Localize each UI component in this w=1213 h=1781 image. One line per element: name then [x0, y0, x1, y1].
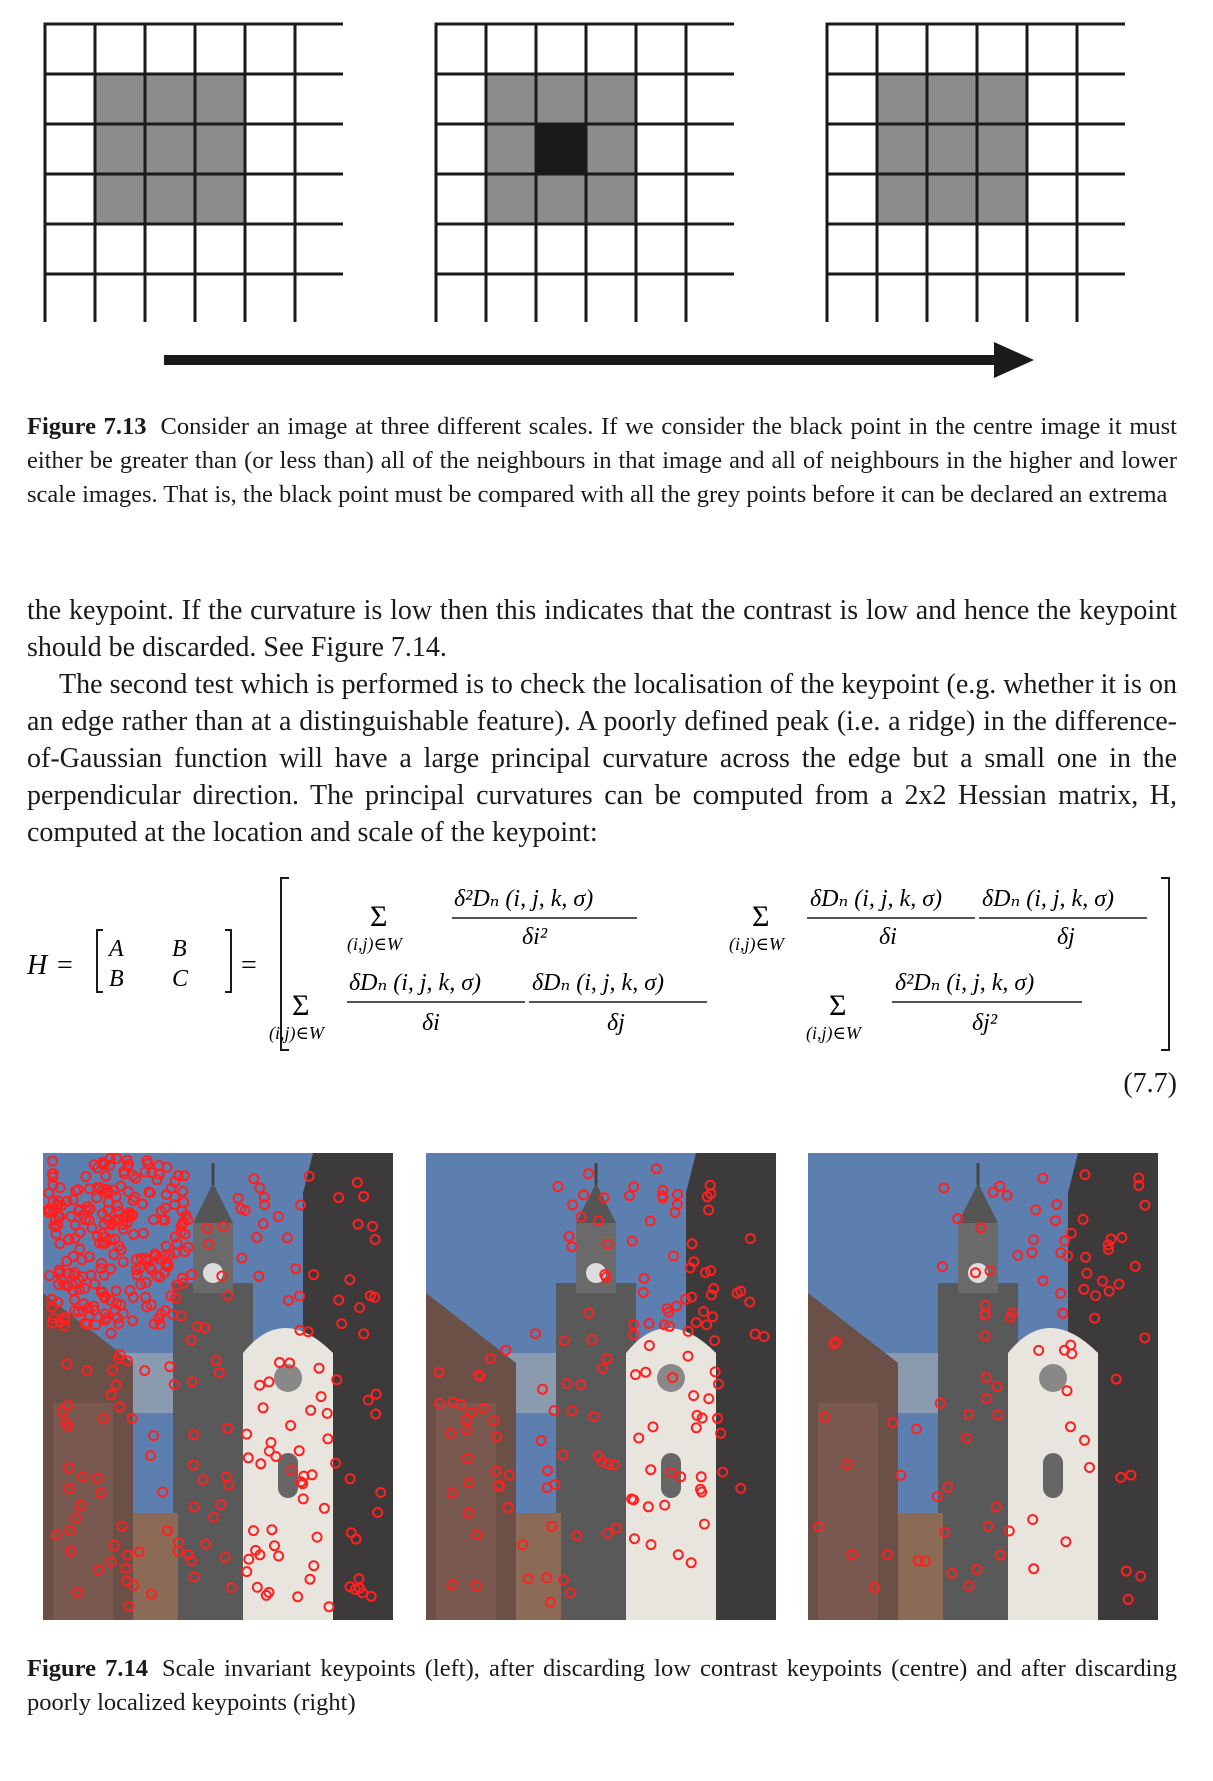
grid-cell: [877, 24, 927, 74]
grid-cell: [927, 174, 977, 224]
frac-den: δj: [1057, 924, 1075, 950]
sum-symbol: Σ: [292, 989, 310, 1022]
grid-cell: [877, 74, 927, 124]
grid-cell: [636, 124, 686, 174]
grid-cell: [45, 174, 95, 224]
grid-cell: [536, 24, 586, 74]
matrix-b: B: [172, 936, 187, 962]
frac-num: δ²Dₙ (i, j, k, σ): [895, 970, 1035, 996]
grid-cell: [977, 124, 1027, 174]
grid-cell: [536, 274, 586, 322]
grid-cell: [436, 124, 486, 174]
grid-cell: [295, 174, 343, 224]
grid-cell: [536, 124, 586, 174]
grid-cell: [1077, 24, 1125, 74]
grid-cell: [95, 224, 145, 274]
figure-7-13-caption: [27, 410, 1177, 512]
grid-cell: [686, 274, 734, 322]
scale-grid-centre: [434, 22, 734, 322]
grid-cell: [486, 124, 536, 174]
grid-cell: [245, 74, 295, 124]
frac-den: δj: [607, 1010, 625, 1036]
frac-num: δDₙ (i, j, k, σ): [532, 970, 665, 996]
grid-cell: [686, 224, 734, 274]
grid-cell: [195, 24, 245, 74]
equation-number: (7.7): [1123, 1068, 1177, 1099]
grid-cell: [586, 224, 636, 274]
hessian-equation: [27, 870, 1177, 1110]
grid-cell: [95, 74, 145, 124]
grid-cell: [145, 174, 195, 224]
grid-cell: [245, 274, 295, 322]
grid-cell: [195, 274, 245, 322]
grid-cell: [827, 24, 877, 74]
grid-cell: [927, 124, 977, 174]
grid-cell: [636, 24, 686, 74]
paragraph: the keypoint. If the curvature is low then this indicates that the contrast is low and hence the keypoint should be discarded. See Figure 7.14.: [27, 595, 1177, 663]
grid-cell: [486, 24, 536, 74]
matrix-b2: B: [109, 966, 124, 992]
grid-cell: [145, 274, 195, 322]
grid-cell: [145, 74, 195, 124]
grid-cell: [686, 24, 734, 74]
sum-symbol: Σ: [829, 989, 847, 1022]
grid-cell: [686, 124, 734, 174]
grid-cell: [1027, 74, 1077, 124]
caption-text: Consider an image at three different scales. If we consider the black point in the centre image it must either be greater than (or less than) all of the neighbours in that image and all of neighbours in the higher and lower scale images. That is, the black point must be compared with all the grey points before it can be declared an extrema: [27, 413, 1177, 508]
grid-cell: [1027, 274, 1077, 322]
grid-cell: [245, 124, 295, 174]
grid-cell: [1077, 274, 1125, 322]
grid-cell: [45, 274, 95, 322]
grid-cell: [827, 274, 877, 322]
grid-cell: [1077, 124, 1125, 174]
grid-cell: [486, 274, 536, 322]
grid-cell: [436, 24, 486, 74]
eq-equals: =: [57, 950, 73, 981]
keypoints-image-right: [808, 1153, 1158, 1620]
grid-cell: [145, 24, 195, 74]
paragraph: The second test which is performed is to check the localisation of the keypoint (e.g. whether it is on an edge rather than at a distinguishable feature). A poorly defined peak (i.e. a ridge) in the difference-of-Gaussian function will have a large principal curvature across the edge but a small one in the perpendicular direction. The principal curvatures can be computed from a 2x2 Hessian matrix, H, computed at the location and scale of the keypoint:: [27, 669, 1177, 848]
grid-cell: [295, 224, 343, 274]
grid-cell: [927, 74, 977, 124]
grid-cell: [436, 74, 486, 124]
figure-label: Figure 7.13: [27, 413, 147, 440]
grid-cell: [145, 124, 195, 174]
body-text: [27, 592, 1177, 851]
grid-cell: [827, 224, 877, 274]
grid-cell: [586, 74, 636, 124]
grid-cell: [877, 174, 927, 224]
grid-cell: [45, 224, 95, 274]
grid-cell: [1077, 74, 1125, 124]
scale-grid-lower: [43, 22, 343, 322]
grid-cell: [45, 74, 95, 124]
grid-cell: [636, 74, 686, 124]
tower: [173, 1283, 253, 1620]
frac-den: δi: [422, 1010, 440, 1036]
eq-equals-2: =: [241, 950, 257, 981]
grid-cell: [245, 224, 295, 274]
frac-den: δj²: [972, 1010, 998, 1036]
frac-num: δDₙ (i, j, k, σ): [810, 886, 943, 912]
caption-text: Scale invariant keypoints (left), after discarding low contrast keypoints (centre) and after discarding poorly localized keypoints (right): [27, 1655, 1177, 1716]
grid-cell: [1027, 124, 1077, 174]
grid-cell: [877, 224, 927, 274]
grid-cell: [95, 174, 145, 224]
grid-cell: [536, 174, 586, 224]
sum-subscript: (i,j)∈W: [269, 1023, 324, 1043]
grid-cell: [295, 74, 343, 124]
grid-cell: [636, 224, 686, 274]
grid-cell: [295, 274, 343, 322]
grid-cell: [877, 124, 927, 174]
grid-cell: [95, 24, 145, 74]
grid-cell: [636, 274, 686, 322]
grid-cell: [295, 124, 343, 174]
grid-cell: [1077, 174, 1125, 224]
grid-cell: [95, 124, 145, 174]
grid-cell: [436, 274, 486, 322]
grid-cell: [536, 74, 586, 124]
grid-cell: [927, 224, 977, 274]
scale-grid-higher: [825, 22, 1125, 322]
grid-cell: [1077, 224, 1125, 274]
grid-cell: [977, 224, 1027, 274]
keypoints-image-centre: [426, 1153, 776, 1620]
grid-cell: [195, 124, 245, 174]
grid-cell: [927, 274, 977, 322]
frac-num: δDₙ (i, j, k, σ): [349, 970, 482, 996]
grid-cell: [827, 124, 877, 174]
grid-cell: [45, 124, 95, 174]
grid-cell: [486, 74, 536, 124]
grid-cell: [827, 174, 877, 224]
sum-symbol: Σ: [370, 900, 388, 933]
frac-num: δDₙ (i, j, k, σ): [982, 886, 1115, 912]
sum-subscript: (i,j)∈W: [729, 934, 784, 954]
grid-cell: [486, 224, 536, 274]
grid-cell: [195, 224, 245, 274]
eq-lhs: H: [27, 950, 48, 981]
matrix-a: A: [109, 936, 124, 962]
grid-cell: [536, 224, 586, 274]
grid-cell: [486, 174, 536, 224]
sum-symbol: Σ: [752, 900, 770, 933]
grid-cell: [686, 74, 734, 124]
grid-cell: [1027, 24, 1077, 74]
grid-cell: [586, 24, 636, 74]
grid-cell: [436, 224, 486, 274]
grid-cell: [245, 174, 295, 224]
grid-cell: [45, 24, 95, 74]
grid-cell: [95, 274, 145, 322]
frac-den: δi²: [522, 924, 548, 950]
grid-cell: [436, 174, 486, 224]
grid-cell: [686, 174, 734, 224]
grid-cell: [586, 174, 636, 224]
frac-num: δ²Dₙ (i, j, k, σ): [454, 886, 594, 912]
matrix-c: C: [172, 966, 189, 992]
grid-cell: [877, 274, 927, 322]
grid-cell: [586, 274, 636, 322]
grid-cell: [295, 24, 343, 74]
scale-arrow: [164, 340, 1034, 385]
grid-cell: [586, 124, 636, 174]
grid-cell: [977, 24, 1027, 74]
grid-cell: [195, 74, 245, 124]
grid-cell: [1027, 174, 1077, 224]
grid-cell: [977, 274, 1027, 322]
figure-7-14-caption: [27, 1652, 1177, 1720]
grid-cell: [1027, 224, 1077, 274]
grid-cell: [977, 174, 1027, 224]
grid-cell: [827, 74, 877, 124]
sum-subscript: (i,j)∈W: [806, 1023, 861, 1043]
grid-cell: [927, 24, 977, 74]
frac-den: δi: [879, 924, 897, 950]
sum-subscript: (i,j)∈W: [347, 934, 402, 954]
grid-cell: [636, 174, 686, 224]
keypoints-image-left: [43, 1153, 393, 1620]
grid-cell: [195, 174, 245, 224]
grid-cell: [977, 74, 1027, 124]
grid-cell: [145, 224, 195, 274]
grid-cell: [245, 24, 295, 74]
figure-label: Figure 7.14: [27, 1655, 148, 1682]
